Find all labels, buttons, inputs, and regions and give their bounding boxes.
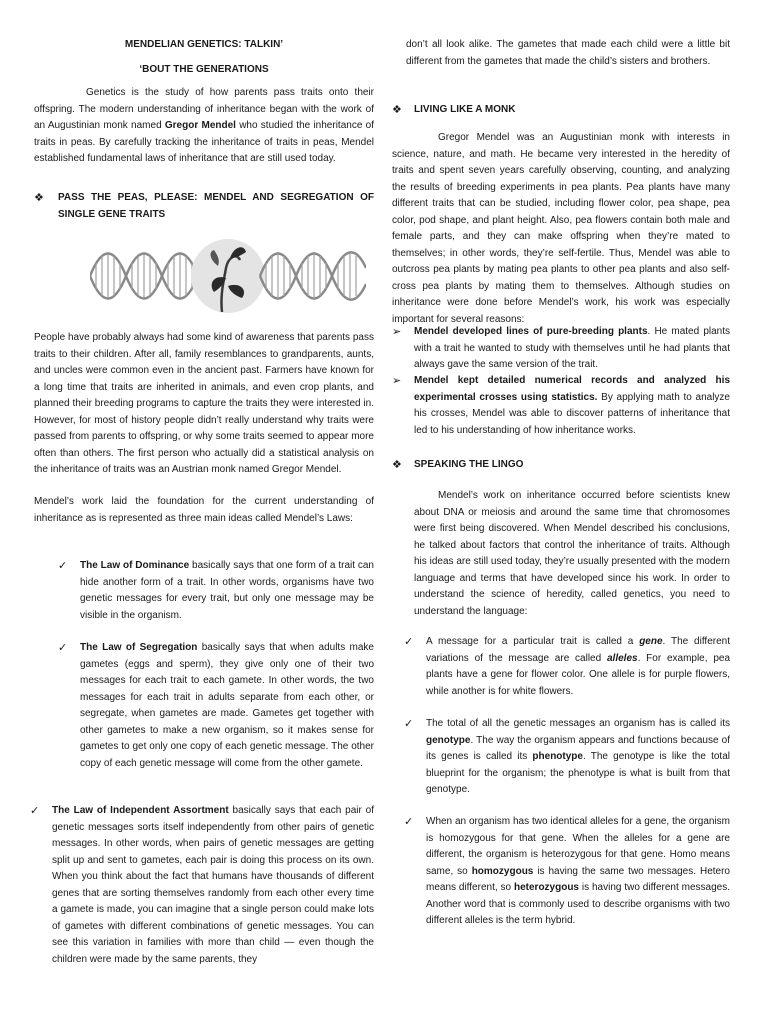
reason-description: By applying math to analyze his crosses, Mendel was able to discover patterns of inheritance that led to his understanding of how inheritance works. <box>414 391 730 436</box>
law-description: basically says that one form of a trait can hide another form of a trait. In other words, organisms have two genetic messages for every trait, but only one message may be visible in the organism. <box>80 560 374 621</box>
term-text: . For example, pea plants have a gene for flower color. One allele is for purple flowers, while another is for white flowers. <box>426 652 731 697</box>
law-term: The Law of Dominance <box>80 560 190 571</box>
document-title-line-1: MENDELIAN GENETICS: TALKIN’ <box>124 39 284 50</box>
term-text: When an organism has two identical alleles for a gene, the organism is homozygous for that gene. When the alleles for a gene are different, the organism is heterozygous for that gene. Homo means same, so <box>426 816 730 877</box>
checkmark-icon: ✓ <box>404 816 414 828</box>
term-text: . The genotype is like the total blueprint for the organism; the phenotype is what is built from that genotype. <box>426 751 730 795</box>
term-text: . The way the organism appears and functions because of its genes is called its <box>426 734 730 762</box>
section-heading-speaking-the-lingo <box>392 457 730 474</box>
term-text: . The different variations of the message are called <box>426 636 731 664</box>
term-text: The total of all the genetic messages an organism has is called its <box>426 718 730 729</box>
reason-pure-breeding-item <box>392 324 730 374</box>
law-term: The Law of Segregation <box>80 642 198 653</box>
term-text: is having two different messages. Another word that is commonly used to describe organisms with two different alleles is the term hybrid. <box>426 882 730 926</box>
law-of-dominance-item <box>58 558 374 624</box>
arrow-bullet-icon: ➢ <box>392 375 402 387</box>
left-dna-helix-icon <box>90 254 198 299</box>
term-keyword: phenotype <box>532 751 583 762</box>
genotype-phenotype-item <box>404 716 730 799</box>
diamond-bullet-icon: ❖ <box>34 192 44 204</box>
section-heading-text: PASS THE PEAS, PLEASE: MENDEL AND SEGREGATION OF SINGLE GENE TRAITS <box>58 192 374 220</box>
term-keyword: heterozygous <box>513 882 579 893</box>
gene-alleles-item <box>404 634 730 700</box>
reason-term: Mendel kept detailed numerical records and analyzed his experimental crosses using statistics. <box>414 375 730 403</box>
term-keyword: alleles <box>606 652 638 664</box>
reason-description: . He mated plants with a trait he wanted to study with themselves until he had plants that always gave the same version of the trait. <box>414 326 731 370</box>
intro-text-c: who studied the inheritance of traits in peas. By carefully tracking the inheritance of traits in peas, Mendel established fundamental laws of inheritance that are still used today. <box>34 120 374 164</box>
continued-paragraph: don’t all look alike. The gametes that made each child were a little bit different from the gametes that made the child’s sisters and brothers. <box>406 39 730 67</box>
lingo-paragraph: Mendel’s work on inheritance occurred before scientists knew about DNA or meiosis and around the same time that chromosomes were first being discovered. When Mendel described his conclusions, he talked about factors that control the inheritance of traits. Although his ideas are still used today, they’re usually presented with the modern language and terms that have developed since his work. In order to understand the science of heredity, called genetics, you need to understand the language: <box>414 490 730 617</box>
reason-numerical-records-item <box>392 373 730 439</box>
diamond-bullet-icon: ❖ <box>392 459 402 471</box>
law-of-independent-assortment-item <box>30 803 374 968</box>
reason-term: Mendel developed lines of pure-breeding plants <box>414 326 648 337</box>
term-text: is having the same two messages. Hetero means different, so <box>426 865 730 893</box>
right-dna-helix-icon <box>260 252 366 299</box>
mendels-laws-intro: Mendel’s work laid the foundation for the current understanding of inheritance as is represented as three main ideas called Mendel’s Laws: <box>34 496 374 524</box>
law-description: basically says that each pair of genetic messages sorts itself independently from other pairs of genetic messages. In other words, when pairs of genetic messages are getting split up and sent to gametes, each pair is doing this process on its own. When you think about the fact that humans have thousands of different genes that are sorting themselves randomly from each other every time a gamete is made, you can imagine that a single person could make lots of gametes with different combinations of genetic messages. You can see this variation in families with more than child — even though the children were made by the same parents, they <box>52 805 374 965</box>
checkmark-icon: ✓ <box>58 560 68 572</box>
intro-paragraph <box>34 85 374 168</box>
section-heading-text: SPEAKING THE LINGO <box>414 459 524 470</box>
checkmark-icon: ✓ <box>58 642 68 654</box>
checkmark-icon: ✓ <box>404 718 414 730</box>
section-heading-text: LIVING LIKE A MONK <box>414 104 516 115</box>
arrow-bullet-icon: ➢ <box>392 326 402 338</box>
checkmark-icon: ✓ <box>30 805 40 817</box>
term-keyword: genotype <box>426 734 471 746</box>
law-of-segregation-item <box>58 640 374 772</box>
monk-paragraph: Gregor Mendel was an Augustinian monk with interests in science, nature, and math. He became very interested in the heredity of traits and spent seven years carefully observing, counting, and analyzing the results of breeding experiments in pea plants. Pea plants have many different traits that can be studied, including flower color, pea shape, pea color, pod shape, and plant height. Also, pea flowers contain both male and female parts, and they can make offspring when they’re mated to themselves; in other words, they’re self-fertile. Thus, Mendel was able to outcross pea plants by mating pea plants to other pea plants and also self-cross pea plants by mating them to themselves. Although studies on inheritance were done before Mendel’s work, his work was especially important for several reasons: <box>392 132 730 325</box>
law-term: The Law of Independent Assortment <box>52 805 229 816</box>
pea-plant-icon <box>191 239 265 313</box>
diamond-bullet-icon: ❖ <box>392 104 402 116</box>
homozygous-heterozygous-item <box>404 814 730 930</box>
section-heading-pass-the-peas <box>34 190 374 223</box>
term-text: A message for a particular trait is called a <box>426 636 640 647</box>
checkmark-icon: ✓ <box>404 636 414 648</box>
awareness-paragraph: People have probably always had some kind of awareness that parents pass traits to their children. After all, family resemblances to grandparents, aunts, and uncles were common even in the ancient past. Farmers have known for a long time that traits are inherited in animals, and even crop plants, and planned their breeding programs to capture the traits they were interested in. However, for most of history people didn’t really understand why traits were passed from parents to offspring, or why some traits seemed to appear more often than others. The first person who actually did a statistical analysis on the inheritance of traits was an Austrian monk named Gregor Mendel. <box>34 332 374 475</box>
term-keyword: gene <box>639 636 663 647</box>
intro-mendel-name: Gregor Mendel <box>164 120 236 131</box>
term-keyword: homozygous <box>471 865 534 877</box>
dna-plant-illustration <box>90 238 366 314</box>
section-heading-living-like-a-monk <box>392 102 730 119</box>
law-description: basically says that when adults make gametes (eggs and sperm), they give only one of their two messages for each trait to each gamete. In other words, the two messages for each trait in adults separate from each other, or segregate, when gametes are made. Gametes get together with other gametes to make a new organism, so it makes sense for gametes to get only one copy of each genetic message. The other copy of each genetic message will come from the other gamete. <box>80 642 374 769</box>
document-title-line-2: ‘BOUT THE GENERATIONS <box>139 64 269 75</box>
intro-text-a: Genetics is the study of how parents pass traits onto their offspring. The modern understanding of inheritance began with the work of an Augustinian monk named <box>34 87 374 131</box>
